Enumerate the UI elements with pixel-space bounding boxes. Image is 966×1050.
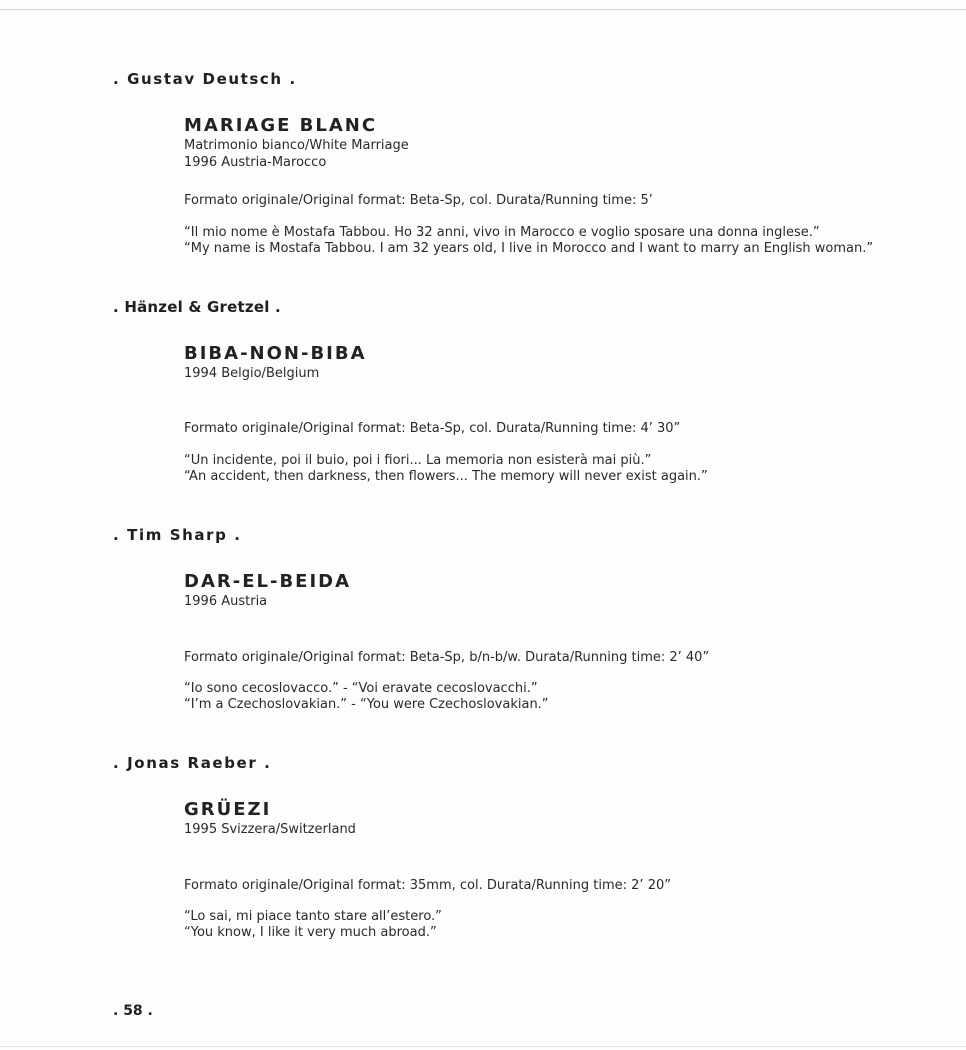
quote-italian: “Io sono cecoslovacco.” - “Voi eravate cecoslovacchi.”: [184, 681, 538, 696]
quote-english: “I’m a Czechoslovakian.” - “You were Czechoslovakian.”: [184, 697, 549, 712]
film-year-country: 1994 Belgio/Belgium: [184, 366, 320, 381]
director-name: . Gustav Deutsch .: [113, 70, 297, 88]
page-number: . 58 .: [113, 1003, 153, 1019]
film-format: Formato originale/Original format: 35mm, col. Durata/Running time: 2’ 20”: [184, 878, 671, 893]
quote-italian: “Lo sai, mi piace tanto stare all’estero.”: [184, 909, 442, 924]
film-subtitle: Matrimonio bianco/White Marriage: [184, 138, 409, 153]
film-title: GRÜEZI: [184, 799, 272, 820]
film-year-country: 1995 Svizzera/Switzerland: [184, 822, 356, 837]
top-rule: [0, 9, 966, 10]
film-quotes: [184, 909, 442, 941]
film-format: Formato originale/Original format: Beta-Sp, col. Durata/Running time: 4’ 30”: [184, 421, 681, 436]
film-quotes: [184, 681, 549, 713]
film-header: [184, 115, 904, 171]
film-format: Formato originale/Original format: Beta-Sp, b/n-b/w. Durata/Running time: 2’ 40”: [184, 650, 710, 665]
director-name: . Jonas Raeber .: [113, 754, 272, 772]
film-header: [184, 799, 904, 838]
film-title: BIBA-NON-BIBA: [184, 343, 367, 364]
film-format: Formato originale/Original format: Beta-Sp, col. Durata/Running time: 5’: [184, 193, 653, 208]
film-quotes: [184, 225, 873, 257]
film-header: [184, 571, 904, 610]
bottom-rule: [0, 1046, 966, 1047]
film-year-country: 1996 Austria: [184, 594, 268, 609]
film-year-country: 1996 Austria-Marocco: [184, 155, 327, 170]
quote-english: “You know, I like it very much abroad.”: [184, 925, 437, 940]
quote-italian: “Un incidente, poi il buio, poi i fiori... La memoria non esisterà mai più.”: [184, 453, 652, 468]
director-name: . Hänzel & Gretzel .: [113, 298, 281, 316]
director-name: . Tim Sharp .: [113, 526, 242, 544]
film-title: DAR-EL-BEIDA: [184, 571, 352, 592]
quote-english: “An accident, then darkness, then flowers... The memory will never exist again.”: [184, 469, 708, 484]
film-quotes: [184, 453, 708, 485]
quote-english: “My name is Mostafa Tabbou. I am 32 years old, I live in Morocco and I want to marry an English woman.”: [184, 241, 874, 256]
quote-italian: “Il mio nome è Mostafa Tabbou. Ho 32 anni, vivo in Marocco e voglio sposare una donna inglese.”: [184, 225, 820, 240]
film-title: MARIAGE BLANC: [184, 115, 378, 136]
film-header: [184, 343, 904, 382]
